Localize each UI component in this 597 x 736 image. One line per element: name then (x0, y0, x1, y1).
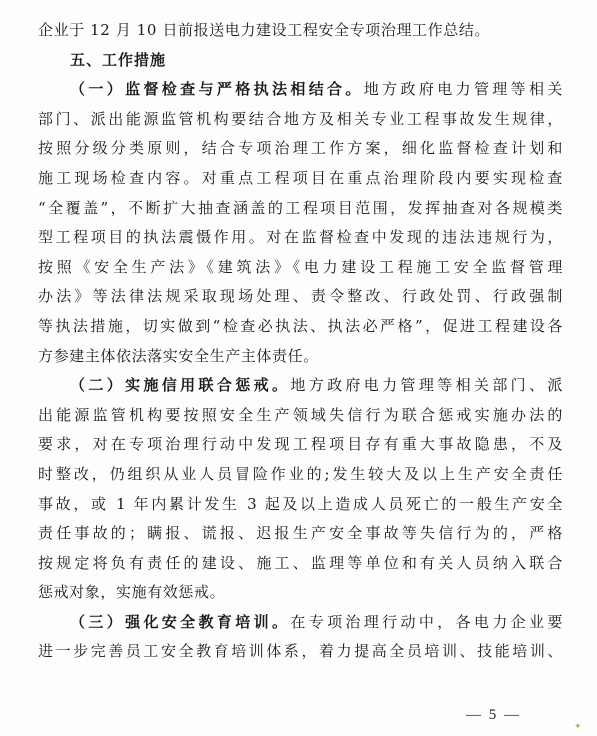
text-line: 惩戒对象，实施有效惩戒。 (38, 583, 226, 602)
paragraph-lead-rest: 地方政府电力管理等相关 (363, 80, 563, 99)
corner-decoration-icon: ✦ (574, 722, 582, 732)
paragraph-lead: （二）实施信用联合惩戒。 (70, 376, 291, 395)
paragraph-lead: （一）监督检查与严格执法相结合。 (70, 80, 364, 99)
text-line: 按照分级分类原则，结合专项治理工作方案，细化监督检查计划和 (38, 139, 563, 158)
text-line: 出能源监管机构要按照安全生产领域失信行为联合惩戒实施办法的 (38, 405, 563, 424)
text-line: 方参建主体依法落实安全生产主体责任。 (38, 346, 319, 365)
paragraph-lead-line (38, 75, 563, 105)
text-line: 按规定将负有责任的建设、施工、监理等单位和有关人员纳入联合 (38, 553, 563, 572)
text-line: 施工现场检查内容。对重点工程项目在重点治理阶段内要实现检查 (38, 168, 563, 187)
text-line: 型工程项目的执法震慑作用。对在监督检查中发现的违法违规行为， (38, 228, 563, 247)
text-line: 要求，对在专项治理行动中发现工程项目存有重大事故隐患，不及 (38, 435, 563, 454)
text-line: “全覆盖”，不断扩大抽查涵盖的工程项目范围，发挥抽查对各规模类 (38, 198, 563, 217)
text-line: 部门、派出能源监管机构要结合地方及相关专业工程事故发生规律， (38, 109, 563, 128)
text-line: 办法》等法律法规采取现场处理、责令整改、行政处罚、行政强制 (38, 287, 563, 306)
section-heading: 五、工作措施 (70, 50, 167, 69)
page-number: — 5 — (466, 707, 521, 723)
paragraph-lead-rest: 在专项治理行动中，各电力企业要 (290, 612, 563, 631)
text-line: 责任事故的；瞒报、谎报、迟报生产安全事故等失信行为的，严格 (38, 524, 563, 543)
text-line: 企业于 12 月 10 日前报送电力建设工程安全专项治理工作总结。 (38, 21, 491, 39)
text-line: 等执法措施，切实做到“检查必执法、执法必严格”，促进工程建设各 (38, 316, 563, 335)
text-line: 时整改，仍组织从业人员冒险作业的;发生较大及以上生产安全责任 (38, 464, 563, 483)
paragraph-lead-rest: 地方政府电力管理等相关部门、派 (290, 376, 563, 395)
paragraph-lead: （三）强化安全教育培训。 (70, 612, 291, 631)
text-line: 按照《安全生产法》《建筑法》《电力建设工程施工安全监督管理 (38, 257, 563, 276)
paragraph-lead-line (38, 608, 563, 638)
text-line: 进一步完善员工安全教育培训体系，着力提高全员培训、技能培训、 (38, 642, 563, 661)
document-body (38, 16, 563, 667)
paragraph-lead-line (38, 371, 563, 401)
text-line: 事故，或 1 年内累计发生 3 起及以上造成人员死亡的一般生产安全 (38, 494, 563, 513)
